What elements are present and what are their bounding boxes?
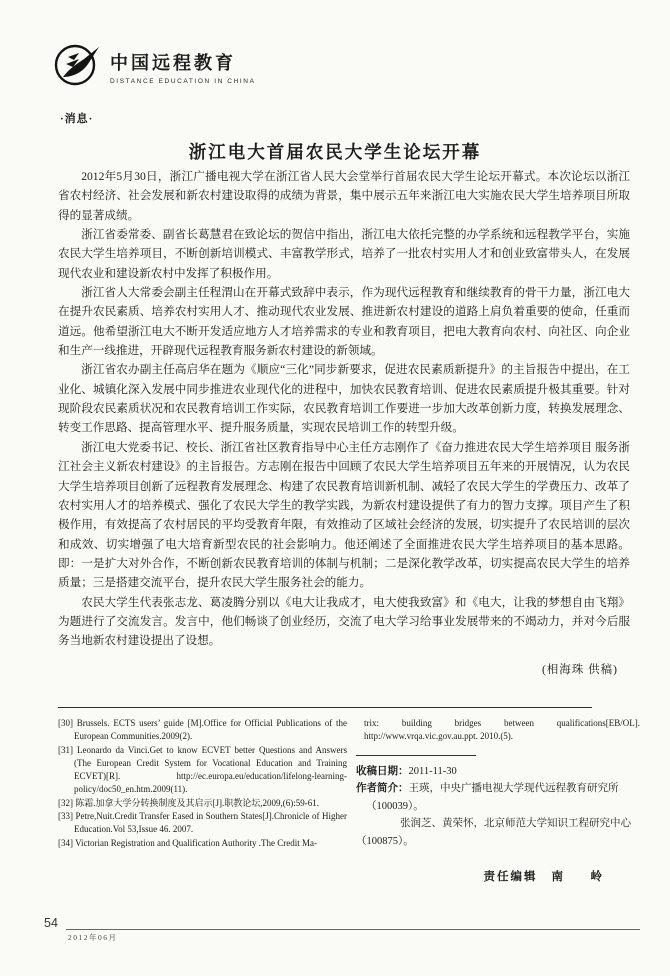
author-info-column — [356, 717, 640, 850]
article-paragraph: 农民大学生代表张志龙、葛凌腾分别以《电大让我成才，电大使我致富》和《电大，让我的梦想自由飞翔》为题进行了交流发言。发言中，他们畅谈了创业经历，交流了电大学习给事业发展带来的不竭动力，并对今后服务当地新农村建设提出了设想。 — [58, 595, 630, 648]
editor-label: 责任编辑 — [483, 871, 538, 883]
author-bio-line: 张润芝、黄荣怀，北京师范大学知识工程研究中心 — [400, 818, 631, 830]
references-column — [58, 717, 347, 850]
article-paragraph: 浙江省委常委、副省长葛慧君在致论坛的贺信中指出，浙江电大依托完整的办学系统和远程教学平台，实施农民大学生培养项目，不断创新培训模式、丰富教学形式，培养了一批农村实用人才和创业致富带头人，在发展现代农业和建设新农村中发挥了积极作用。 — [58, 228, 630, 280]
contributor-byline: (相海珠 供稿) — [541, 664, 618, 676]
received-date-line — [356, 763, 640, 781]
issue-date: 2012年06月 — [68, 933, 118, 942]
article-body — [58, 167, 630, 651]
reference-item: [33] Petre,Nuit.Credit Transfer Eased in Southern States[J].Chronicle of Higher Education.Vol 53,Issue 46. 2007. — [58, 811, 347, 835]
reference-item: [30] Brussels. ECTS users’ guide [M].Office for Official Publications of the European Communities.2009(2). — [58, 718, 347, 742]
footnote-divider — [58, 707, 592, 708]
responsible-editor-line — [356, 868, 610, 884]
footer-rule — [66, 929, 640, 930]
article-paragraph: 浙江省人大常委会副主任程渭山在开幕式致辞中表示，作为现代远程教育和继续教育的骨干力量，浙江电大在提升农民素质、培养农村实用人才、推动现代农业发展、推进新农村建设的道路上肩负着重要的使命，任重而道远。他希望浙江电大不断开发适应地方人才培养需求的专业和教育项目，把电大教育向农村、向社区、向企业和生产一线推进，开辟现代远程教育服务新农村建设的新领域。 — [58, 286, 630, 358]
journal-title: 中国远程教育 — [110, 53, 236, 73]
author-bio-label: 作者简介： — [356, 783, 409, 795]
reference-item: [32] 陈霜.加拿大学分转换制度及其启示[J].职教论坛,2009,(6):59-61. — [58, 797, 319, 808]
author-info-divider — [356, 755, 476, 756]
reference-item: [34] Victorian Registration and Qualification Authority .The Credit Ma- — [58, 837, 317, 848]
journal-logo-icon — [54, 42, 100, 88]
page-number: 54 — [44, 916, 58, 930]
article-title: 浙江电大首届农民大学生论坛开幕 — [188, 141, 482, 162]
editor-name: 南 岭 — [551, 871, 610, 883]
reference-item: [31] Leonardo da Vinci.Get to know ECVET better Questions and Answers (The European Credit System for Vocational Education and Training ECVET)[R]. http://ec.europa.eu/education/lifelong-learning-policy/doc50_en.htm.2009(11). — [58, 744, 347, 795]
journal-masthead — [54, 42, 256, 88]
author-bio-text: 王瑛，中央广播电视大学现代远程教育研究所 — [408, 783, 619, 795]
received-date-value: 2011-11-30 — [408, 765, 457, 777]
article-paragraph: 2012年5月30日，浙江广播电视大学在浙江省人民大会堂举行首届农民大学生论坛开幕式。本次论坛以浙江省农村经济、社会发展和新农村建设取得的成绩为背景，集中展示五年来浙江电大实施农民大学生培养项目所取得的显著成绩。 — [58, 170, 630, 222]
author-bio-line — [356, 780, 640, 798]
article-paragraph: 浙江省农办副主任高启华在题为《顺应“三化”同步新要求，促进农民素质新提升》的主旨报告中提出，在工业化、城镇化深入发展中同步推进农业现代化的进程中，加快农民教育培训、促进农民素质提升极其重要。针对现阶段农民素质状况和农民教育培训工作实际，农民教育培训工作要进一步加大改革创新力度，转换发展理念、转变工作思路、提高管理水平、提升服务质量，实现农民培训工作的转型升级。 — [58, 363, 630, 435]
journal-subtitle: DISTANCE EDUCATION IN CHINA — [110, 78, 256, 85]
author-bio-line: （100875）。 — [356, 835, 414, 847]
manuscript-meta — [356, 763, 640, 851]
reference-continuation: trix: building bridges between qualifications[EB/OL]. http://www.vrqa.vic.gov.au.ppt. 2010.(5). — [364, 718, 640, 742]
author-bio-line: （100039）。 — [366, 800, 424, 812]
received-date-label: 收稿日期： — [356, 765, 409, 777]
article-paragraph: 浙江电大党委书记、校长、浙江省社区教育指导中心主任方志刚作了《奋力推进农民大学生培养项目 服务浙江社会主义新农村建设》的主旨报告。方志刚在报告中回顾了农民大学生培养项目五年来的开展情况，认为农民大学生培养项目创新了远程教育发展理念、构建了农民教育培训新机制、减轻了农民大学生的学费压力、改革了农村实用人才的培养模式、强化了农民大学生的教学实践，为新农村建设提供了有力的智力支撑。项目产生了积极作用，有效提高了农村居民的平均受教育年限，有效推动了区域社会经济的发展，切实提升了农民培训的层次和成效、切实增强了电大培育新型农民的社会影响力。他还阐述了全面推进农民大学生培养项目的基本思路。即：一是扩大对外合作，不断创新农民教育培训的体制与机制；二是深化教学改革，切实提高农民大学生的培养质量；三是搭建交流平台，提升农民大学生服务社会的能力。 — [58, 440, 630, 590]
section-marker: ·消息· — [60, 113, 94, 125]
